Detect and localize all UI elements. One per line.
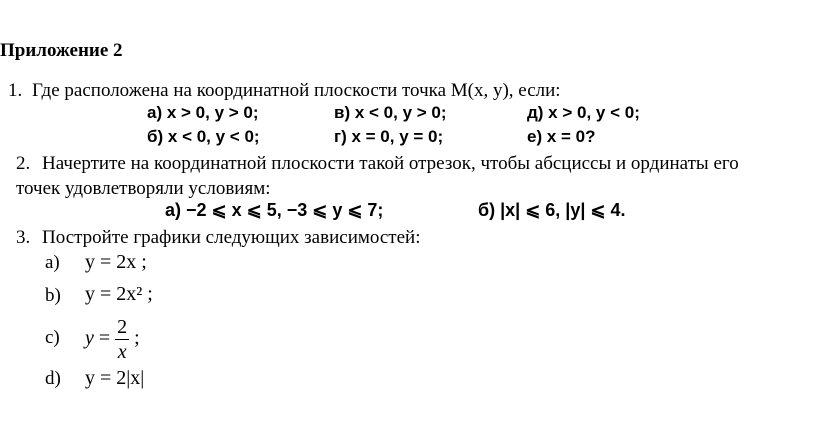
task1-option-a: а) x > 0, y > 0;: [147, 103, 259, 122]
task1-option-g: г) x = 0, y = 0;: [334, 127, 444, 146]
task3-item-d-formula: y = 2|x|: [85, 367, 145, 389]
task3-item-c-label: c): [45, 327, 60, 348]
task2-line1: Начертите на координатной плоскости такой отрезок, чтобы абсциссы и ординаты его: [42, 153, 739, 174]
task1-number: 1.: [8, 80, 23, 101]
task3-item-b-label: b): [45, 285, 61, 306]
task1-option-d: д) x > 0, y < 0;: [527, 103, 640, 122]
task3-item-a-label: a): [45, 252, 60, 273]
task1-option-v: в) x < 0, y > 0;: [334, 103, 447, 122]
fraction: $\frac{2}{x}$: [117, 315, 128, 363]
task3-item-b-formula: y = 2x² ;: [85, 283, 153, 305]
task3-item-c-formula: y = $\frac{2}{x}$ ;: [85, 315, 140, 363]
task2-option-b: б) |x| ⩽ 6, |y| ⩽ 4.: [478, 200, 626, 220]
task1-text: Где расположена на координатной плоскости точка М(x, y), если:: [32, 80, 561, 101]
task2-number: 2.: [16, 153, 31, 174]
task3-text: Постройте графики следующих зависимостей:: [42, 227, 421, 248]
task2-line2: точек удовлетворяли условиям:: [16, 178, 271, 199]
task3-number: 3.: [16, 227, 31, 248]
task1-option-e: е) x = 0?: [527, 127, 596, 146]
task2-option-a: а) −2 ⩽ x ⩽ 5, −3 ⩽ y ⩽ 7;: [165, 200, 384, 220]
task1-option-b: б) x < 0, y < 0;: [147, 127, 260, 146]
page-title: Приложение 2: [0, 40, 123, 61]
task3-item-a-formula: y = 2x ;: [85, 251, 147, 273]
task3-item-d-label: d): [45, 368, 61, 389]
